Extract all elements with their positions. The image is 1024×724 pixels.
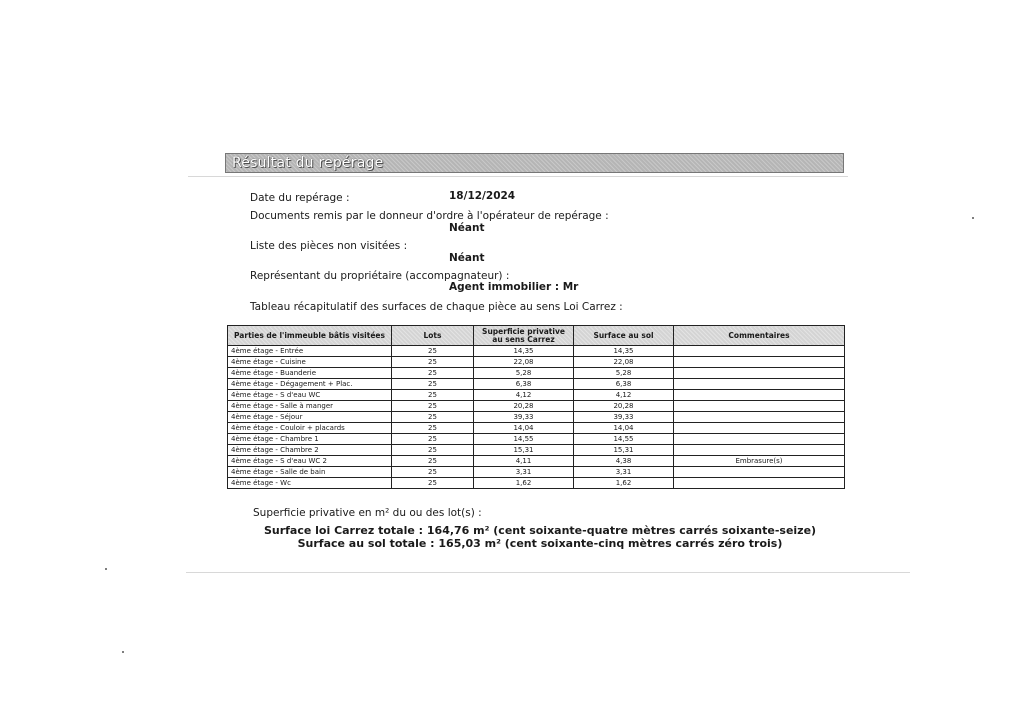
cell-partie: 4ème étage - Entrée xyxy=(228,346,392,357)
table-row xyxy=(228,412,845,423)
cell-lot: 25 xyxy=(392,412,474,423)
cell-lot: 25 xyxy=(392,434,474,445)
scan-speck xyxy=(972,217,974,219)
carrez-total: Surface loi Carrez totale : 164,76 m² (cent soixante-quatre mètres carrés soixante-seize) xyxy=(263,524,817,537)
table-row xyxy=(228,423,845,434)
cell-sol: 22,08 xyxy=(574,357,674,368)
cell-lot: 25 xyxy=(392,346,474,357)
cell-commentaire xyxy=(674,346,845,357)
cell-lot: 25 xyxy=(392,445,474,456)
cell-lot: 25 xyxy=(392,423,474,434)
cell-sol: 1,62 xyxy=(574,478,674,489)
section-header xyxy=(225,153,844,173)
cell-commentaire xyxy=(674,445,845,456)
scan-speck xyxy=(105,568,107,570)
cell-partie: 4ème étage - Buanderie xyxy=(228,368,392,379)
cell-partie: 4ème étage - Chambre 2 xyxy=(228,445,392,456)
rooms-value: Néant xyxy=(449,252,485,264)
surfaces-table xyxy=(227,325,845,489)
cell-commentaire xyxy=(674,368,845,379)
cell-commentaire xyxy=(674,467,845,478)
cell-partie: 4ème étage - Dégagement + Plac. xyxy=(228,379,392,390)
cell-commentaire xyxy=(674,379,845,390)
date-value: 18/12/2024 xyxy=(449,190,516,202)
cell-lot: 25 xyxy=(392,390,474,401)
cell-carrez: 4,11 xyxy=(474,456,574,467)
cell-carrez: 3,31 xyxy=(474,467,574,478)
table-row xyxy=(228,379,845,390)
docs-label: Documents remis par le donneur d'ordre à l'opérateur de repérage : xyxy=(250,210,609,222)
cell-sol: 4,12 xyxy=(574,390,674,401)
table-row xyxy=(228,346,845,357)
cell-sol: 15,31 xyxy=(574,445,674,456)
cell-commentaire xyxy=(674,401,845,412)
cell-carrez: 14,35 xyxy=(474,346,574,357)
cell-sol: 20,28 xyxy=(574,401,674,412)
cell-commentaire: Embrasure(s) xyxy=(674,456,845,467)
header-parties: Parties de l'immeuble bâtis visitées xyxy=(228,326,392,346)
cell-commentaire xyxy=(674,434,845,445)
cell-carrez: 4,12 xyxy=(474,390,574,401)
cell-lot: 25 xyxy=(392,401,474,412)
section-title: Résultat du repérage xyxy=(232,155,384,171)
cell-lot: 25 xyxy=(392,379,474,390)
cell-lot: 25 xyxy=(392,357,474,368)
table-intro: Tableau récapitulatif des surfaces de chaque pièce au sens Loi Carrez : xyxy=(250,301,623,313)
cell-sol: 14,35 xyxy=(574,346,674,357)
table-row xyxy=(228,368,845,379)
cell-carrez: 39,33 xyxy=(474,412,574,423)
cell-sol: 14,55 xyxy=(574,434,674,445)
cell-partie: 4ème étage - Couloir + placards xyxy=(228,423,392,434)
cell-sol: 4,38 xyxy=(574,456,674,467)
rooms-label: Liste des pièces non visitées : xyxy=(250,240,408,252)
scan-line xyxy=(186,572,910,573)
cell-carrez: 1,62 xyxy=(474,478,574,489)
cell-partie: 4ème étage - Salle de bain xyxy=(228,467,392,478)
cell-sol: 3,31 xyxy=(574,467,674,478)
table-header-row xyxy=(228,326,845,346)
cell-partie: 4ème étage - Séjour xyxy=(228,412,392,423)
header-commentaires: Commentaires xyxy=(674,326,845,346)
sol-total: Surface au sol totale : 165,03 m² (cent soixante-cinq mètres carrés zéro trois) xyxy=(297,537,783,550)
cell-commentaire xyxy=(674,423,845,434)
table-row xyxy=(228,434,845,445)
cell-lot: 25 xyxy=(392,456,474,467)
representative-label: Représentant du propriétaire (accompagnateur) : xyxy=(250,270,510,282)
table-row xyxy=(228,456,845,467)
cell-sol: 6,38 xyxy=(574,379,674,390)
cell-commentaire xyxy=(674,478,845,489)
table-row xyxy=(228,478,845,489)
cell-partie: 4ème étage - Chambre 1 xyxy=(228,434,392,445)
cell-partie: 4ème étage - S d'eau WC xyxy=(228,390,392,401)
date-label: Date du repérage : xyxy=(250,192,350,204)
cell-lot: 25 xyxy=(392,467,474,478)
cell-carrez: 22,08 xyxy=(474,357,574,368)
cell-commentaire xyxy=(674,412,845,423)
cell-sol: 5,28 xyxy=(574,368,674,379)
cell-sol: 14,04 xyxy=(574,423,674,434)
scan-line xyxy=(188,176,848,177)
cell-commentaire xyxy=(674,390,845,401)
docs-value: Néant xyxy=(449,222,485,234)
header-lots: Lots xyxy=(392,326,474,346)
scan-speck xyxy=(122,651,124,653)
cell-sol: 39,33 xyxy=(574,412,674,423)
cell-carrez: 14,04 xyxy=(474,423,574,434)
cell-carrez: 15,31 xyxy=(474,445,574,456)
cell-lot: 25 xyxy=(392,368,474,379)
header-carrez: Superficie privative au sens Carrez xyxy=(474,326,574,346)
table-row xyxy=(228,357,845,368)
cell-partie: 4ème étage - Salle à manger xyxy=(228,401,392,412)
header-sol: Surface au sol xyxy=(574,326,674,346)
cell-carrez: 20,28 xyxy=(474,401,574,412)
cell-partie: 4ème étage - Cuisine xyxy=(228,357,392,368)
cell-commentaire xyxy=(674,357,845,368)
cell-carrez: 6,38 xyxy=(474,379,574,390)
cell-partie: 4ème étage - S d'eau WC 2 xyxy=(228,456,392,467)
cell-carrez: 5,28 xyxy=(474,368,574,379)
cell-lot: 25 xyxy=(392,478,474,489)
table-row xyxy=(228,401,845,412)
cell-partie: 4ème étage - Wc xyxy=(228,478,392,489)
table-row xyxy=(228,445,845,456)
representative-value: Agent immobilier : Mr xyxy=(449,281,579,293)
summary-label: Superficie privative en m² du ou des lot(s) : xyxy=(253,507,482,519)
cell-carrez: 14,55 xyxy=(474,434,574,445)
table-row xyxy=(228,390,845,401)
table-row xyxy=(228,467,845,478)
